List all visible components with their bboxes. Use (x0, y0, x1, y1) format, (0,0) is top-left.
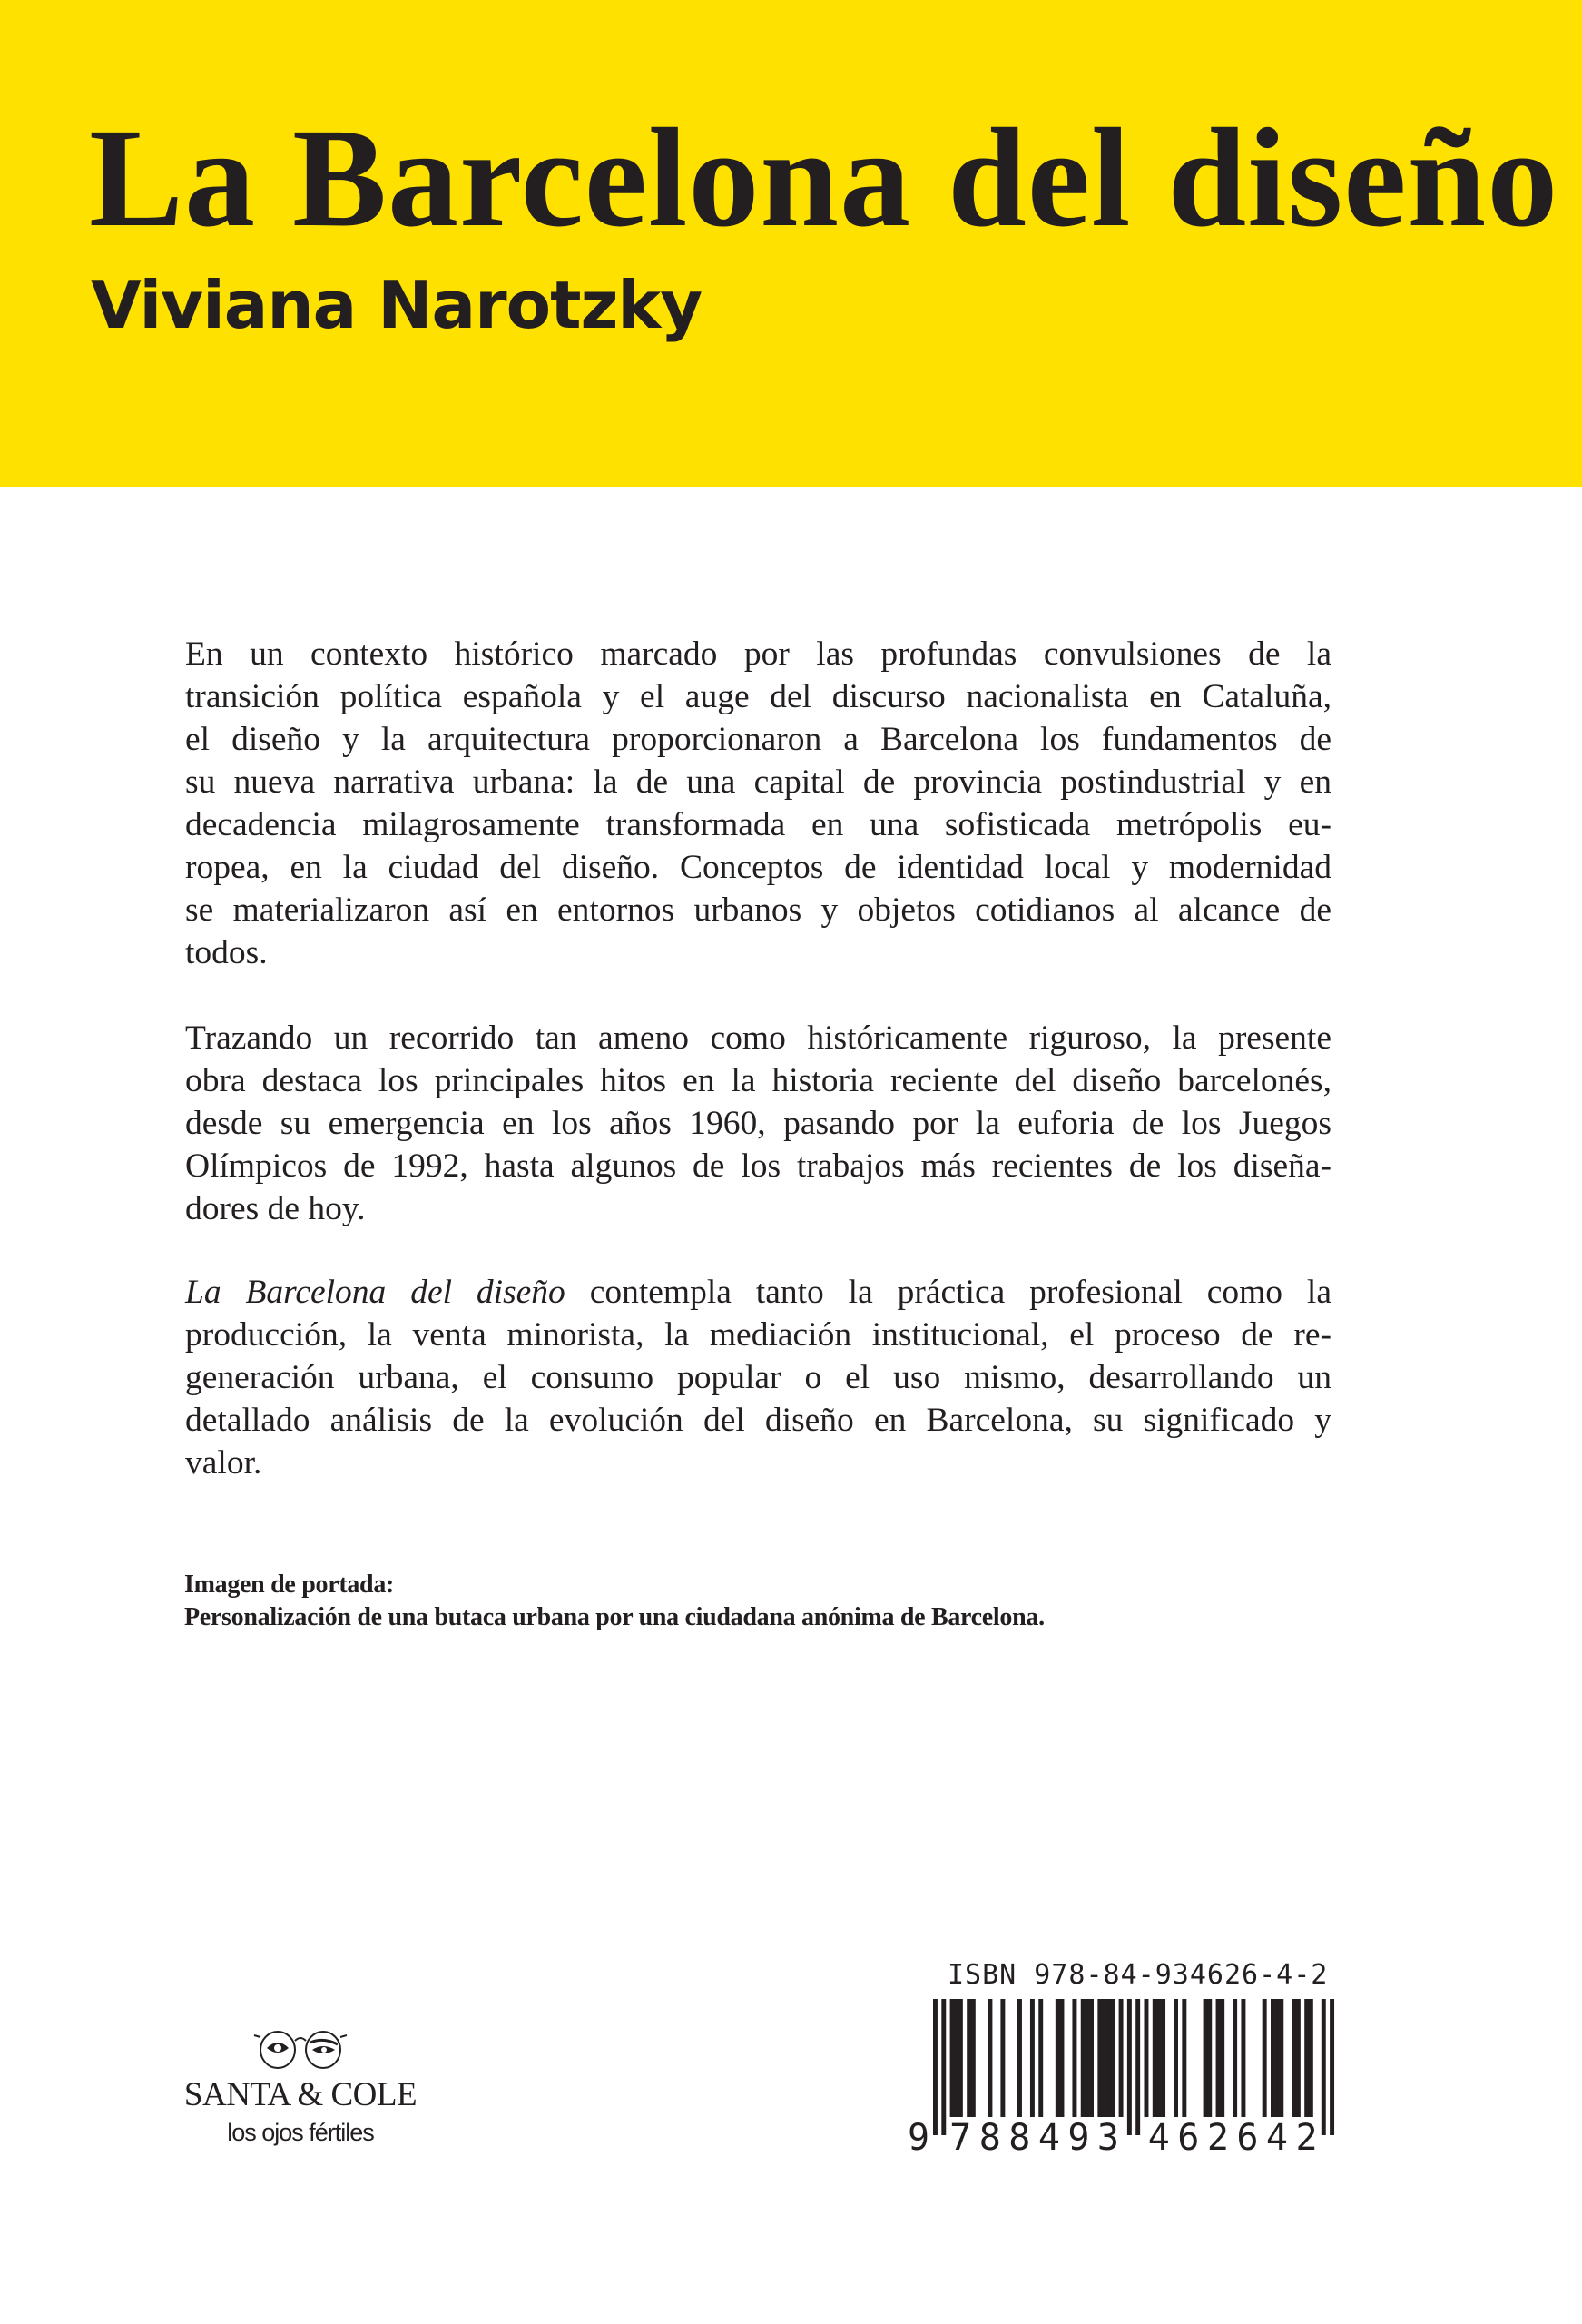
barcode-bar (1102, 1999, 1106, 2117)
text-line: ropea, en la ciudad del diseño. Conceptos de identidad local y modernidad (185, 849, 1331, 886)
barcode-bar (1000, 1999, 1005, 2117)
text-line: Trazando un recorrido tan ameno como históricamente riguroso, la presente (185, 1019, 1331, 1057)
paragraph-2 (185, 1017, 1331, 1230)
publisher-name: SANTA & COLE (183, 2076, 418, 2113)
text-line: se materializaron así en entornos urbanos y objetos cotidianos al alcance de (185, 891, 1331, 929)
barcode-digit: 2 (1295, 2117, 1318, 2153)
barcode-bar (1038, 1999, 1043, 2117)
glasses-eyes-icon (251, 2030, 350, 2070)
barcode-bar (988, 1999, 992, 2117)
barcode-bar (1204, 1999, 1208, 2117)
caption-text: Personalización de una butaca urbana por una ciudadana anónima de Barcelona. (184, 1603, 1045, 1631)
barcode-bar (971, 1999, 976, 2117)
barcode-bar (1292, 1999, 1296, 2117)
barcode-bar (1296, 1999, 1301, 2117)
barcode-digit: 6 (1177, 2117, 1200, 2153)
barcode-bar (1017, 1999, 1022, 2117)
author-name: Viviana Narotzky (91, 267, 703, 343)
barcode-digit: 7 (949, 2117, 972, 2153)
barcode-bar (1156, 1999, 1161, 2117)
barcode-bar (1106, 1999, 1111, 2117)
barcode-bar (1271, 1999, 1275, 2117)
barcode-digit: 4 (1265, 2117, 1289, 2153)
text-line: transición política española y el auge del discurso nacionalista en Cataluña, (185, 678, 1331, 715)
barcode-bar (1127, 1999, 1132, 2135)
text-line: generación urbana, el consumo popular o el uso mismo, desarrollando un (185, 1359, 1331, 1396)
isbn-label: ISBN 978-84-934626-4-2 (948, 1959, 1329, 1991)
barcode-bar (1182, 1999, 1186, 2117)
barcode-digit: 4 (1147, 2117, 1170, 2153)
text-line: producción, la venta minorista, la mediación institucional, el proceso de re- (185, 1316, 1331, 1354)
text-line: En un contexto histórico marcado por las profundas convulsiones de la (185, 635, 1331, 673)
text-fragment: contempla tanto la práctica profesional como la (565, 1274, 1331, 1311)
barcode-bar (1089, 1999, 1094, 2117)
barcode-digit: 6 (1236, 2117, 1259, 2153)
text-line: detallado análisis de la evolución del diseño en Barcelona, su significado y (185, 1402, 1331, 1439)
barcode-bar (1081, 1999, 1086, 2117)
barcode-bar (933, 1999, 938, 2135)
text-line (185, 1271, 1331, 1314)
text-line: obra destaca los principales hitos en la historia reciente del diseño barcelonés, (185, 1062, 1331, 1099)
paragraph-3 (185, 1271, 1331, 1484)
barcode-bar (1216, 1999, 1221, 2117)
text-line: decadencia milagrosamente transformada en una sofisticada metrópolis eu- (185, 806, 1331, 843)
barcode-bar (1030, 1999, 1035, 2117)
text-line: desde su emergencia en los años 1960, pasando por la euforia de los Juegos (185, 1105, 1331, 1142)
barcode-bar (1309, 1999, 1313, 2117)
text-line: todos. (185, 934, 268, 971)
barcode-bar (1056, 1999, 1060, 2117)
barcode-digit: 8 (978, 2117, 1001, 2153)
barcode-bar (1263, 1999, 1267, 2117)
barcode-bar (958, 1999, 963, 2117)
barcode-bar (1241, 1999, 1245, 2117)
barcode-digit: 3 (1096, 2117, 1120, 2153)
barcode-bar (1322, 1999, 1326, 2135)
ean-barcode (908, 1999, 1343, 2153)
barcode-bar (1304, 1999, 1309, 2117)
barcode-bar (1072, 1999, 1076, 2117)
barcode-bar (950, 1999, 955, 2117)
barcode-bar (1119, 1999, 1124, 2117)
barcode-digit: 9 (908, 2117, 930, 2153)
barcode-bar (941, 1999, 946, 2135)
text-line: valor. (185, 1444, 262, 1482)
barcode-bar (1161, 1999, 1165, 2117)
barcode-bar (1174, 1999, 1178, 2117)
paragraph-1 (185, 633, 1331, 974)
text-line: dores de hoy. (185, 1190, 366, 1227)
barcode-bar (1330, 1999, 1334, 2135)
italic-book-title: La Barcelona del diseño (185, 1274, 565, 1311)
barcode-bar (1275, 1999, 1280, 2117)
barcode-bar (1153, 1999, 1157, 2117)
barcode-bar (1220, 1999, 1224, 2117)
text-line: el diseño y la arquitectura proporcionaron a Barcelona los fundamentos de (185, 721, 1331, 758)
barcode-bar (1085, 1999, 1089, 2117)
barcode-bar (1135, 1999, 1140, 2135)
publisher-logo (178, 2030, 423, 2147)
barcode-bar (1207, 1999, 1212, 2117)
barcode-bar (1233, 1999, 1237, 2117)
barcode-bar (1145, 1999, 1149, 2117)
barcode-digit: 4 (1037, 2117, 1060, 2153)
barcode-bar (1060, 1999, 1065, 2117)
barcode-digit: 2 (1206, 2117, 1229, 2153)
book-title: La Barcelona del diseño (89, 99, 1559, 256)
barcode-bar (1110, 1999, 1115, 2117)
caption-label: Imagen de portada: (184, 1571, 395, 1599)
barcode-bar (954, 1999, 958, 2117)
text-line: su nueva narrativa urbana: la de una capital de provincia postindustrial y en (185, 763, 1331, 801)
barcode-bar (1279, 1999, 1283, 2117)
text-line: Olímpicos de 1992, hasta algunos de los trabajos más recientes de los diseña- (185, 1147, 1331, 1185)
barcode-bar (967, 1999, 971, 2117)
cover-image-caption (184, 1569, 1045, 1634)
barcode-digit: 9 (1067, 2117, 1090, 2153)
publisher-tagline: los ojos fértiles (227, 2119, 374, 2146)
barcode-digit: 8 (1008, 2117, 1031, 2153)
barcode-bar (1097, 1999, 1102, 2117)
